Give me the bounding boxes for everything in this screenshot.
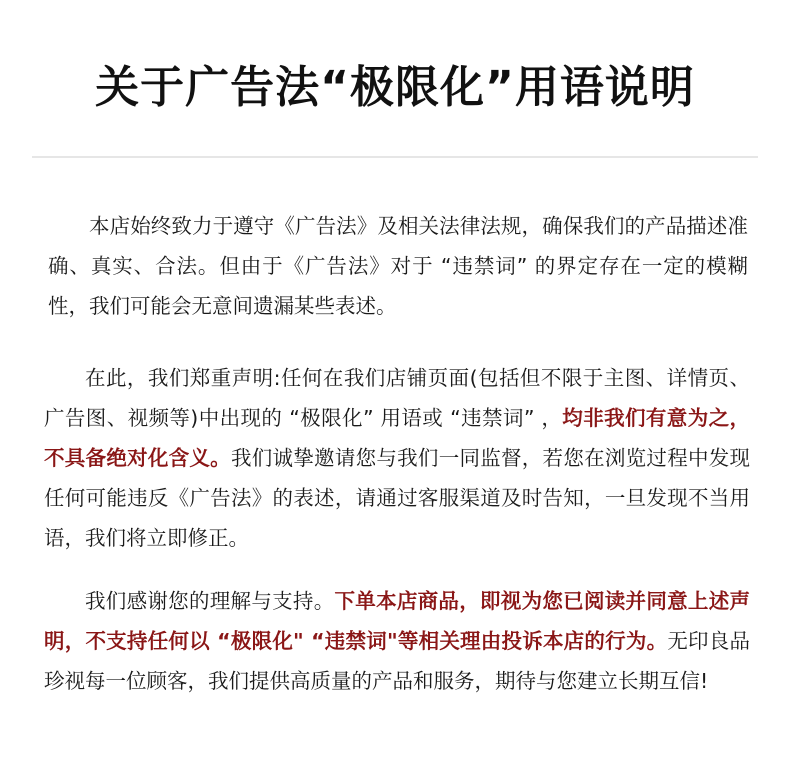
paragraph-2-highlight: 均非我们有意为之，不具备绝对化含义。	[44, 406, 751, 470]
paragraph-1-text: 本店始终致力于遵守《广告法》及相关法律法规，确保我们的产品描述准确、真实、合法。但由于《广告法》对于 “违禁词” 的界定存在一定的模糊性，我们可能会无意间遗漏某些表述。	[48, 214, 748, 318]
paragraph-3-highlight: 下单本店商品，即视为您已阅读并同意上述声明，不支持任何以 “极限化" “违禁词"等相关理由投诉本店的行为。	[44, 589, 750, 653]
title-divider	[32, 156, 758, 158]
paragraph-thanks	[44, 581, 750, 701]
page-title: 关于广告法“极限化”用语说明	[95, 62, 695, 113]
paragraph-3-text-before: 我们感谢您的理解与支持。	[85, 589, 335, 613]
paragraph-2-text-before: 在此，我们郑重声明:任何在我们店铺页面(包括但不限于主图、详情页、广告图、视频等)中出现的 “极限化” 用语或 “违禁词” ，	[44, 366, 750, 430]
paragraph-compliance-intro	[48, 206, 748, 326]
paragraph-declaration	[44, 358, 750, 558]
paragraph-3-text-after: 无印良品珍视每一位顾客，我们提供高质量的产品和服务，期待与您建立长期互信!	[44, 629, 750, 693]
paragraph-2-text-after: 我们诚挚邀请您与我们一同监督，若您在浏览过程中发现任何可能违反《广告法》的表述，请通过客服渠道及时告知，一旦发现不当用语，我们将立即修正。	[44, 446, 751, 550]
